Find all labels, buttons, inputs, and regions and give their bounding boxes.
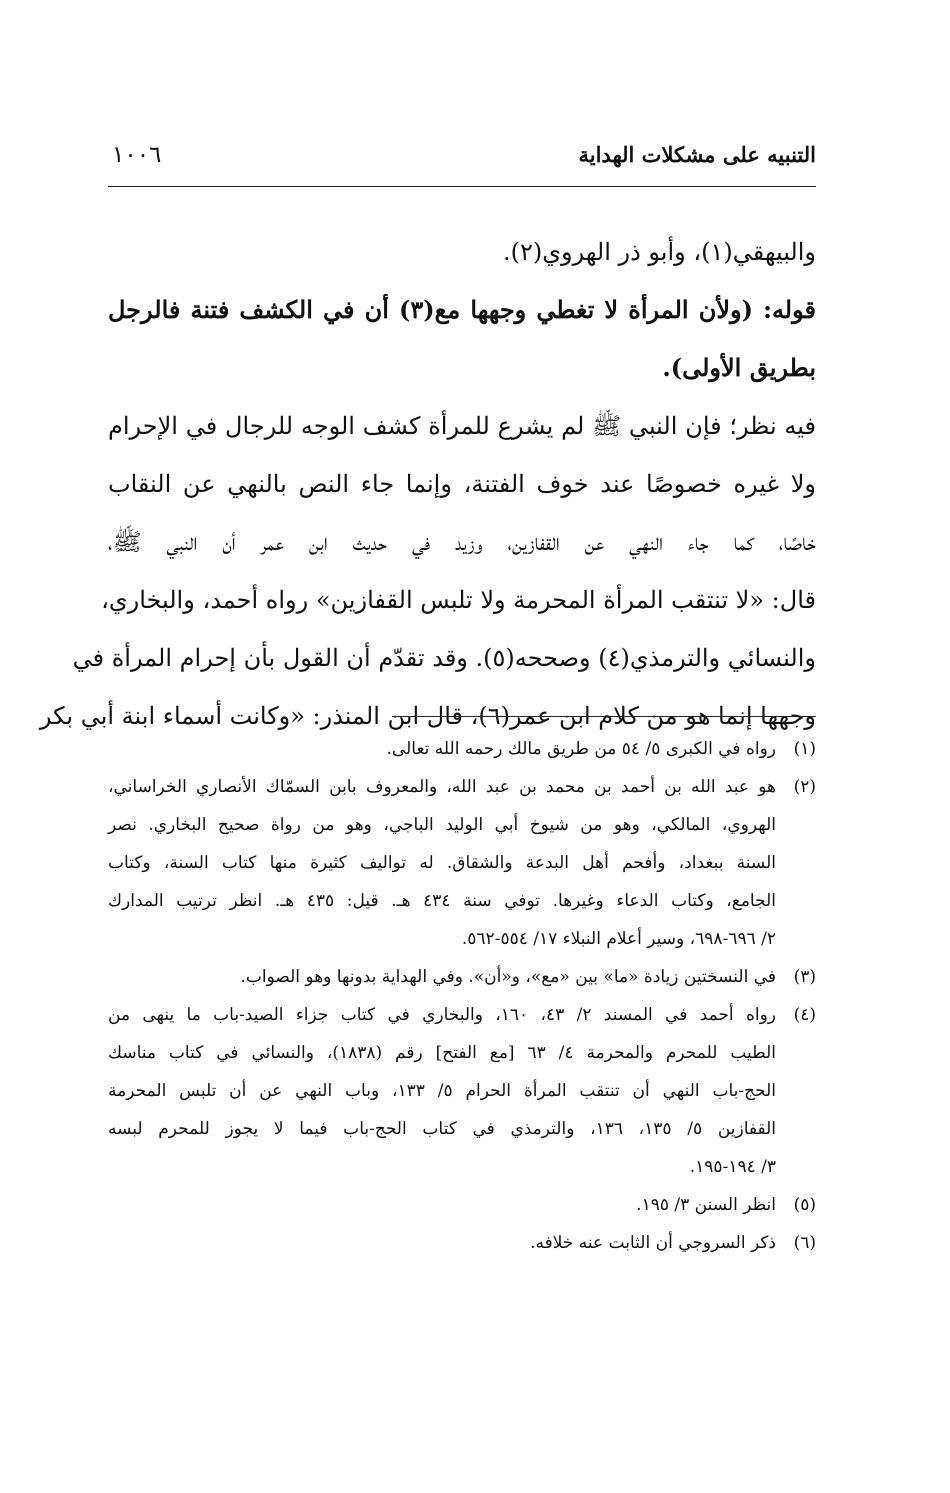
footnote-line <box>108 958 816 996</box>
footnote-line: ٣/ ١٩٤-١٩٥. <box>689 1157 776 1177</box>
footnote-line: الطيب للمحرم والمحرمة ٤/ ٦٣ [مع الفتح] رقم (١٨٣٨)، والنسائي في كتاب مناسك <box>108 1043 776 1063</box>
footnote <box>108 1186 816 1224</box>
text-line: وجهها إنما هو من كلام ابن عمر(٦)، قال ابن المنذر: «وكانت أسماء ابنة أبي بكر <box>39 702 816 730</box>
footnote-marker: (٢) <box>793 777 816 797</box>
footnote-text: ذكر السروجي أن الثابت عنه خلافه. <box>530 1233 776 1253</box>
footnote-line: السنة ببغداد، وأفحم أهل البدعة والشقاق. له تواليف كثيرة منها كتاب السنة، وكتاب <box>108 853 776 873</box>
footnote-line: ٢/ ٦٩٦-٦٩٨، وسير أعلام النبلاء ١٧/ ٥٥٤-٥٦٢. <box>461 929 776 949</box>
text-line: والبيهقي(١)، وأبو ذر الهروي(٢). <box>502 238 816 266</box>
footnote-line <box>108 996 816 1034</box>
footnote-line: الحج-باب النهي أن تنتقب المرأة الحرام ٥/ ١٣٣، وباب النهي عن أن تلبس المحرمة <box>108 1081 776 1101</box>
footnote-marker: (٥) <box>793 1195 816 1215</box>
footnote-line <box>108 730 816 768</box>
footnote-text: رواه في الكبرى ٥/ ٥٤ من طريق مالك رحمه الله تعالى. <box>386 739 776 759</box>
page-number: ١٠٠٦ <box>112 142 162 168</box>
text-line: والنسائي والترمذي(٤) وصححه(٥). وقد تقدّم أن القول بأن إحرام المرأة في <box>72 644 816 672</box>
footnote-text: انظر السنن ٣/ ١٩٥. <box>636 1195 776 1215</box>
quoted-statement-line: بطريق الأولى). <box>662 353 816 382</box>
text-line: ولا غيره خصوصًا عند خوف الفتنة، وإنما جاء النص بالنهي عن النقاب <box>108 470 816 498</box>
header-divider <box>108 186 816 187</box>
main-text <box>39 223 816 745</box>
footnote <box>108 730 816 768</box>
footnote-line: القفازين ٥/ ١٣٥، ١٣٦، والترمذي في كتاب الحج-باب فيما لا يجوز للمحرم لبسه <box>108 1119 776 1139</box>
footnote-text: هو عبد الله بن أحمد بن محمد بن عبد الله، والمعروف بابن السمّاك الأنصاري الخراساني، <box>108 777 776 797</box>
footnote-divider <box>392 716 816 717</box>
footnote-text: في النسختين زيادة «ما» بين «مع»، و«أن». وفي الهداية بدونها وهو الصواب. <box>240 967 776 987</box>
footnote-line <box>108 768 816 806</box>
text-line: خاصًا، كما جاء النهي عن القفازين، وزيد في حديث ابن عمر أن النبي ﷺ، <box>108 528 816 556</box>
footnote-line <box>108 1224 816 1262</box>
footnote-marker: (٦) <box>793 1233 816 1253</box>
footnote-line: الجامع، وكتاب الدعاء وغيرها. توفي سنة ٤٣٤ هـ. قيل: ٤٣٥ هـ. انظر ترتيب المدارك <box>108 891 776 911</box>
footnote-marker: (٣) <box>793 967 816 987</box>
text-line: فيه نظر؛ فإن النبي ﷺ لم يشرع للمرأة كشف الوجه للرجال في الإحرام <box>108 412 816 440</box>
running-title: التنبيه على مشكلات الهداية <box>578 142 816 167</box>
footnote <box>108 996 816 1186</box>
footnotes <box>108 730 816 1262</box>
running-header <box>108 140 816 180</box>
footnote <box>108 1224 816 1262</box>
footnote-marker: (٤) <box>793 1005 816 1025</box>
footnote <box>108 958 816 996</box>
footnote <box>108 768 816 958</box>
quoted-statement-line: قوله: (ولأن المرأة لا تغطي وجهها مع(٣) أن في الكشف فتنة فالرجل <box>108 295 816 324</box>
footnote-text: رواه أحمد في المسند ٢/ ٤٣، ١٦٠، والبخاري في كتاب جزاء الصيد-باب ما ينهى من <box>108 1005 776 1025</box>
footnote-line <box>108 1186 816 1224</box>
footnote-marker: (١) <box>793 739 816 759</box>
footnote-line: الهروي، المالكي، وهو من شيوخ أبي الوليد الباجي، وهو من رواة صحيح البخاري. نصر <box>108 815 776 835</box>
text-line: قال: «لا تنتقب المرأة المحرمة ولا تلبس القفازين» رواه أحمد، والبخاري، <box>101 586 816 614</box>
